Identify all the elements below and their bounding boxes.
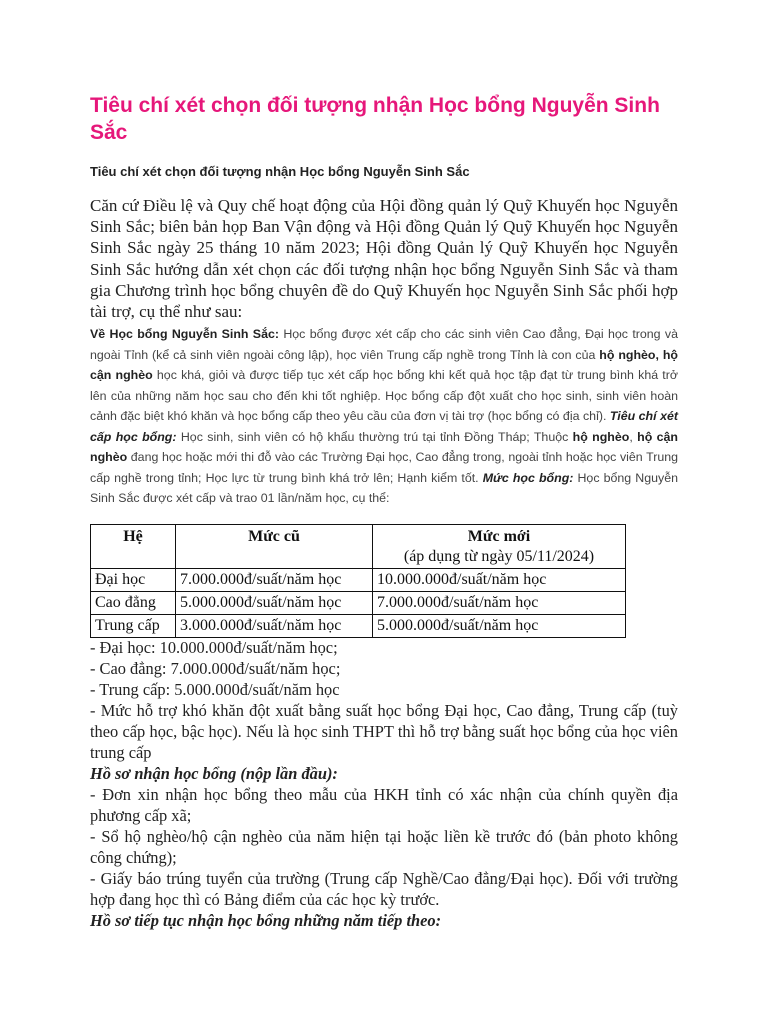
- table-header-row: [91, 525, 626, 569]
- table-cell: Trung cấp: [91, 615, 176, 638]
- about-text-4: ,: [629, 429, 638, 444]
- intro-paragraph: Căn cứ Điều lệ và Quy chế hoạt động của Hội đồng quản lý Quỹ Khuyến học Nguyễn Sinh Sắc; biên bản họp Ban Vận động và Hội đồng Quản lý Quỹ Khuyến học Nguyễn Sinh Sắc ngày 25 tháng 10 năm 2023; Hội đồng Quản lý Quỹ Khuyến học Nguyễn Sinh Sắc hướng dẫn xét chọn các đối tượng nhận học bổng Nguyễn Sinh Sắc và tham gia Chương trình học bổng chuyên đề do Quỹ Khuyến học Nguyễn Sinh Sắc phối hợp tài trợ, cụ thể như sau:: [90, 196, 678, 322]
- section-heading-renewal: Hồ sơ tiếp tục nhận học bổng những năm tiếp theo:: [90, 911, 442, 930]
- table-header-new-note: (áp dụng từ ngày 05/11/2024): [403, 548, 595, 565]
- table-header-new: [373, 525, 626, 569]
- criteria-label: Tiêu chí xét cấp học bổng:: [90, 409, 678, 444]
- table-header-level: Hệ: [91, 525, 176, 569]
- about-paragraph: [90, 324, 678, 509]
- about-text-1: Học bổng được xét cấp cho các sinh viên Cao đẳng, Đại học trong và ngoài Tỉnh (kể cả sinh viên ngoài công lập), học viên Trung cấp nghề trong Tỉnh là con của: [90, 327, 678, 362]
- table-cell: Đại học: [91, 569, 176, 592]
- table-header-old: Mức cũ: [176, 525, 373, 569]
- details-section: [90, 637, 678, 931]
- about-text-3: Học sinh, sinh viên có hộ khẩu thường trú tại tỉnh Đồng Tháp; Thuộc: [176, 429, 573, 444]
- table-row: [91, 615, 626, 638]
- scholarship-table: [90, 524, 626, 638]
- list-item: - Đại học: 10.000.000đ/suất/năm học;: [90, 638, 338, 657]
- table-cell: 3.000.000đ/suất/năm học: [176, 615, 373, 638]
- list-item: - Mức hỗ trợ khó khăn đột xuất bằng suất học bổng Đại học, Cao đẳng, Trung cấp (tuỳ theo cấp học, bậc học). Nếu là học sinh THPT thì hỗ trợ bằng suất học bổng của học viên trung cấp: [90, 701, 678, 762]
- about-bold-near-poor: hộ cận nghèo: [90, 429, 678, 464]
- article-subtitle: Tiêu chí xét chọn đối tượng nhận Học bổng Nguyễn Sinh Sắc: [90, 164, 470, 179]
- level-label: Mức học bổng:: [482, 470, 574, 485]
- table-row: [91, 569, 626, 592]
- about-text-2: học khá, giỏi và được tiếp tục xét cấp học bổng khi kết quả học tập đạt từ trung bình khá trở lên của những năm học sau cho đến khi tốt nghiệp. Học bổng cấp đột xuất cho học sinh, sinh viên hoàn cảnh đặc biệt khó khăn và học bổng cấp theo yêu cầu của đơn vị tài trợ (học bổng có địa chỉ).: [90, 368, 678, 423]
- table-cell: 7.000.000đ/suất/năm học: [176, 569, 373, 592]
- table-cell: 7.000.000đ/suất/năm học: [373, 592, 626, 615]
- table-cell: 5.000.000đ/suất/năm học: [176, 592, 373, 615]
- list-item: - Trung cấp: 5.000.000đ/suất/năm học: [90, 680, 340, 699]
- list-item: - Cao đẳng: 7.000.000đ/suất/năm học;: [90, 659, 341, 678]
- table-header-new-label: Mức mới: [467, 528, 531, 545]
- about-bold-poor: hộ nghèo: [572, 429, 630, 444]
- about-label: Về Học bổng Nguyễn Sinh Sắc:: [90, 327, 279, 341]
- list-item: - Giấy báo trúng tuyển của trường (Trung cấp Nghề/Cao đẳng/Đại học). Đối với trường hợp đang học thì có Bảng điểm của các học kỳ trước.: [90, 869, 678, 909]
- list-item: - Sổ hộ nghèo/hộ cận nghèo của năm hiện tại hoặc liền kề trước đó (bản photo không công chứng);: [90, 827, 678, 867]
- table-cell: Cao đẳng: [91, 592, 176, 615]
- page-title: Tiêu chí xét chọn đối tượng nhận Học bổng Nguyễn Sinh Sắc: [90, 94, 660, 144]
- about-text-6: Học bổng Nguyễn Sinh Sắc được xét cấp và trao 01 lần/năm học, cụ thể:: [90, 470, 678, 505]
- table-row: [91, 592, 626, 615]
- table-cell: 10.000.000đ/suất/năm học: [373, 569, 626, 592]
- table-cell: 5.000.000đ/suất/năm học: [373, 615, 626, 638]
- about-bold-poor-households: hộ nghèo, hộ cận nghèo: [90, 347, 678, 382]
- list-item: - Đơn xin nhận học bổng theo mẫu của HKH tỉnh có xác nhận của chính quyền địa phương cấp xã;: [90, 785, 678, 825]
- section-heading-first-application: Hồ sơ nhận học bổng (nộp lần đầu):: [90, 764, 338, 783]
- about-text-5: đang học hoặc mới thi đỗ vào các Trường Đại học, Cao đẳng trong, ngoài tỉnh hoặc học viên Trung cấp nghề trong tỉnh; Học lực từ trung bình khá trở lên; Hạnh kiểm tốt.: [90, 450, 678, 485]
